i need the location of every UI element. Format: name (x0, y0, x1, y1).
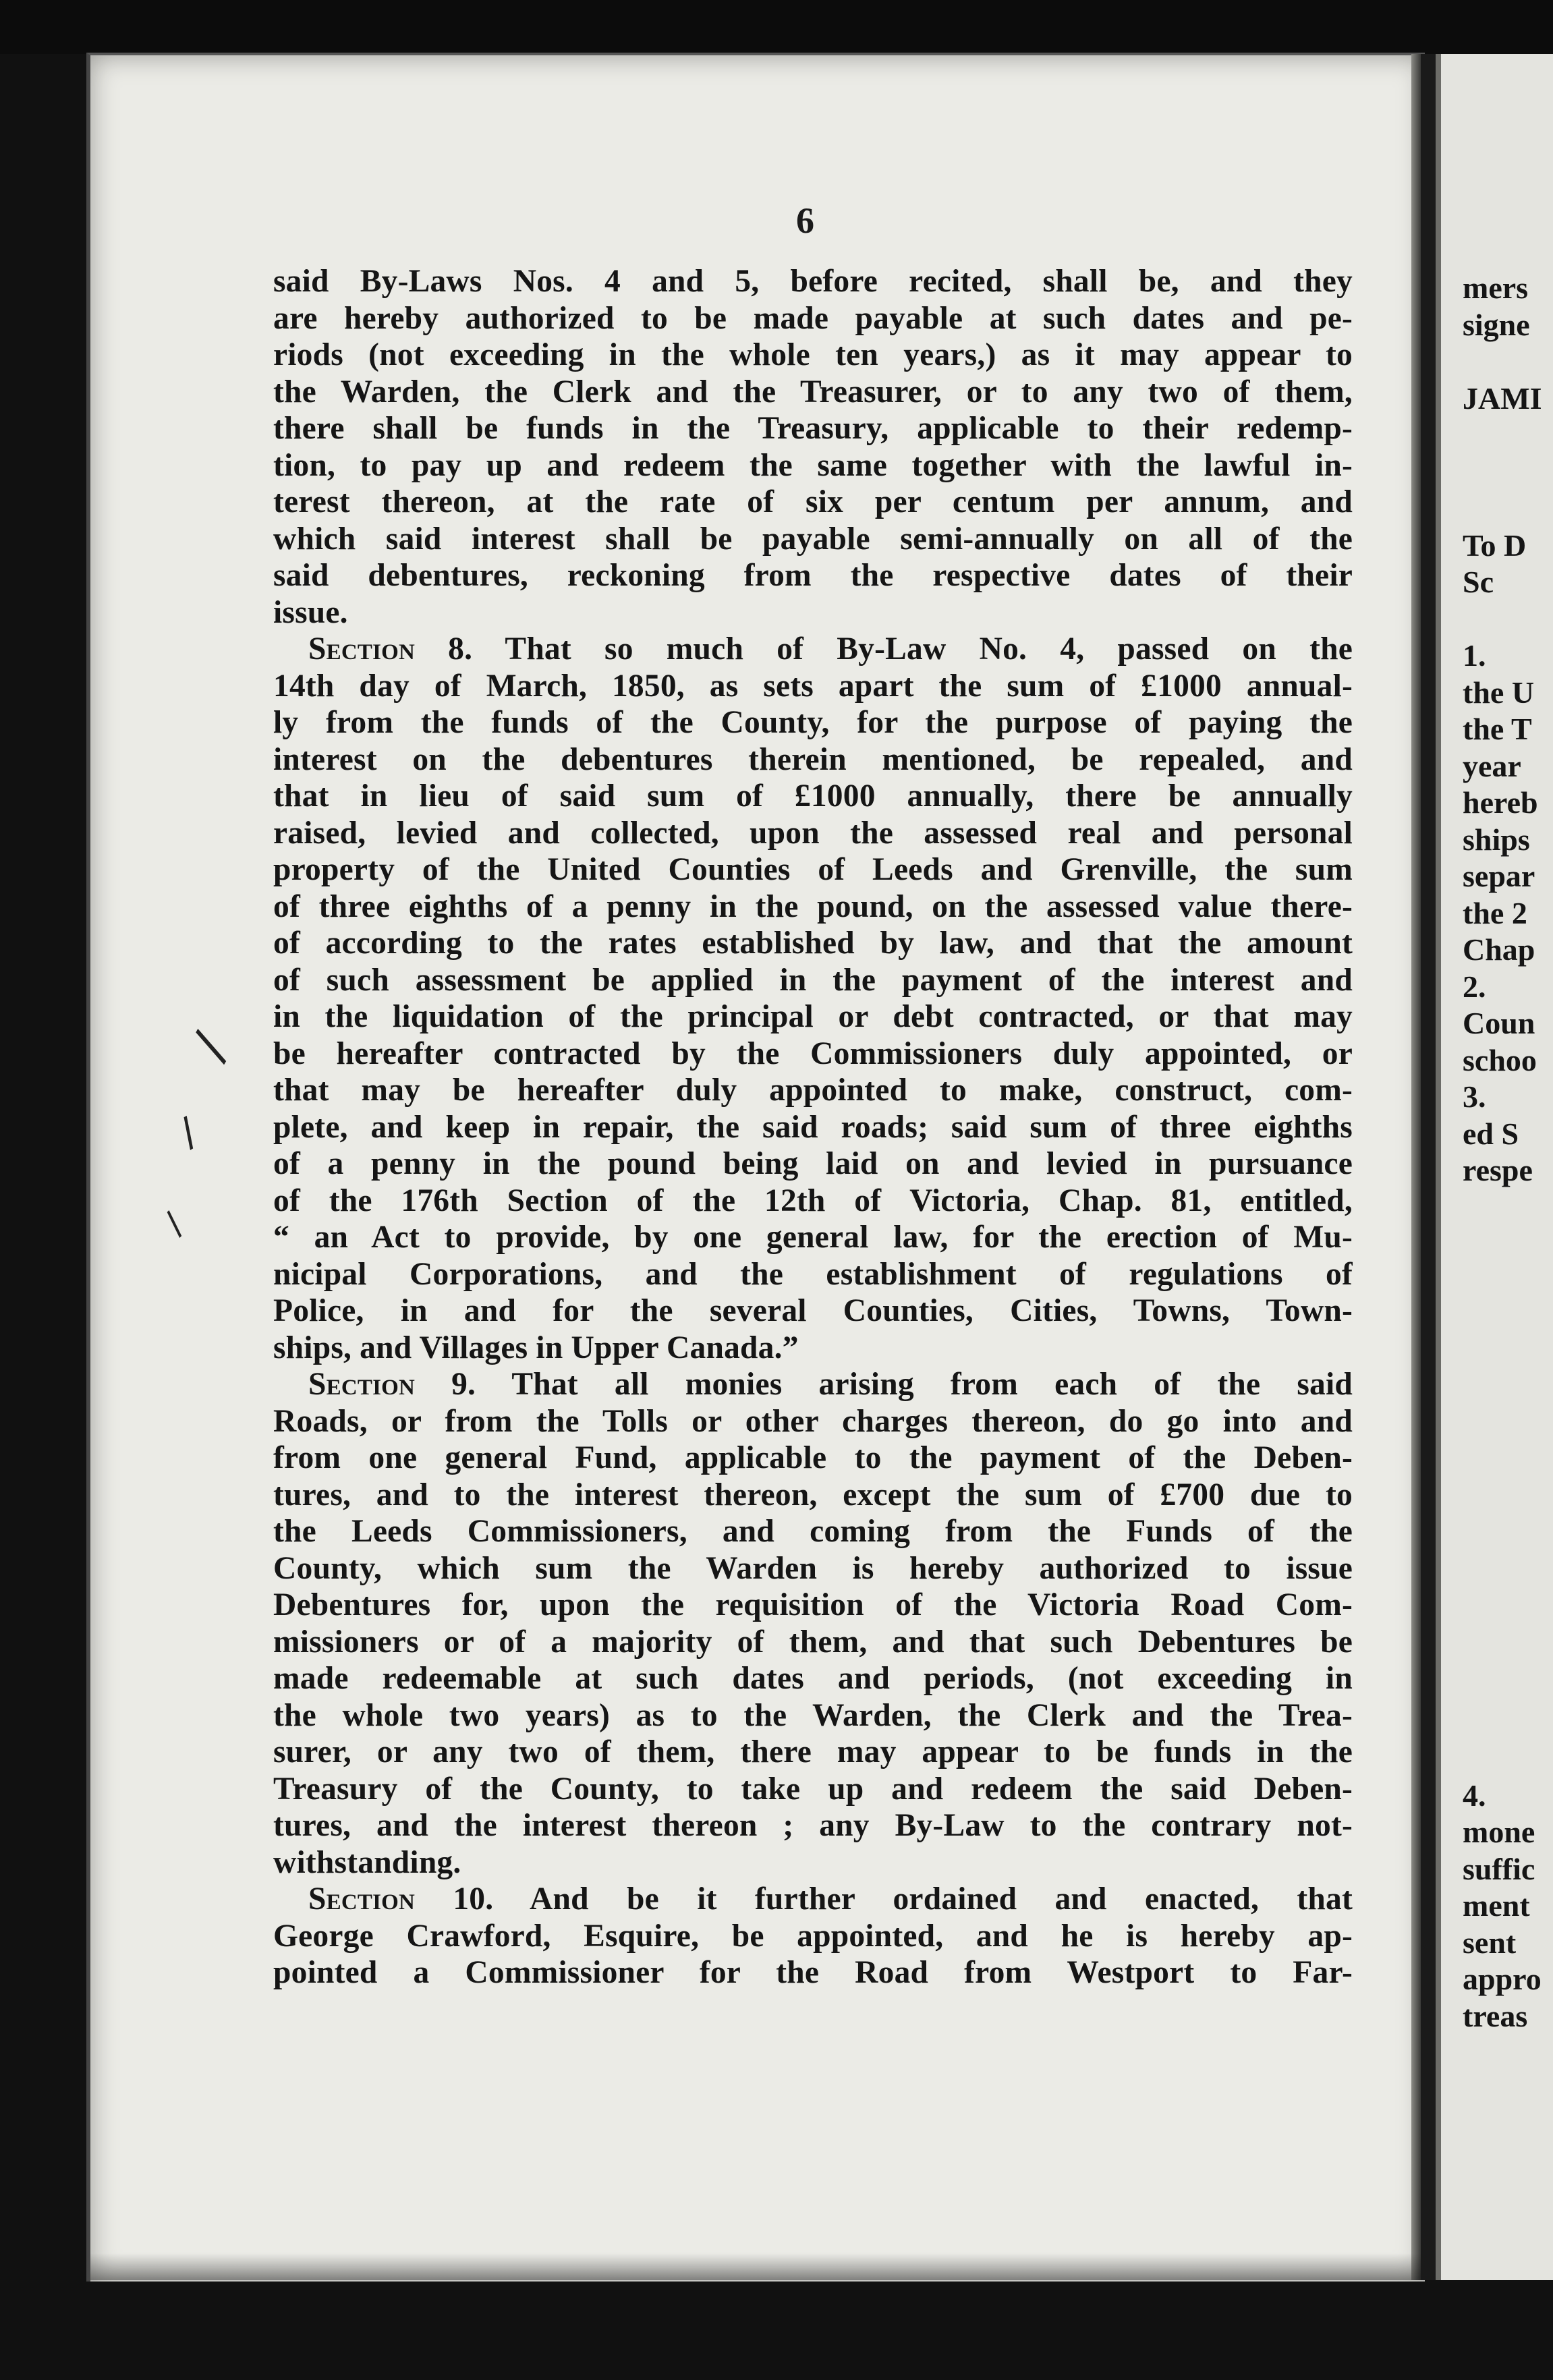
text-line: 14th day of March, 1850, as sets apart the sum of £1000 annual- (273, 668, 1353, 704)
facing-page-line: Chap (1463, 932, 1535, 967)
facing-page-line (1463, 1336, 1553, 1373)
scan-border-top (0, 0, 1553, 54)
page-fold-shadow (1411, 54, 1421, 2280)
text-line: Police, in and for the several Counties, Cities, Towns, Town- (273, 1293, 1353, 1328)
facing-page-line (1463, 1189, 1553, 1226)
facing-page-line: mers (1463, 271, 1529, 305)
text-line: tion, to pay up and redeem the same together with the lawful in- (273, 447, 1353, 483)
facing-page-line (1463, 601, 1553, 638)
text-line: from one general Fund, applicable to the payment of the Deben- (273, 1440, 1353, 1475)
facing-page-line (1463, 417, 1553, 454)
text-line: ships, and Villages in Upper Canada.” (273, 1330, 799, 1365)
margin-pencil-mark: / (169, 1107, 208, 1159)
text-line: that may be hereafter duly appointed to make, construct, com- (273, 1073, 1353, 1108)
facing-page-line: the 2 (1463, 895, 1527, 930)
facing-page-line: 2. (1463, 969, 1486, 1004)
facing-page-line: Coun (1463, 1006, 1535, 1040)
text-line: made redeemable at such dates and periods, (not exceeding in (273, 1661, 1353, 1696)
page-body-text (273, 263, 1353, 1991)
facing-page-line: 4. (1463, 1778, 1486, 1813)
text-line: are hereby authorized to be made payable at such dates and pe- (273, 300, 1353, 336)
text-line: Roads, or from the Tolls or other charges thereon, do go into and (273, 1403, 1353, 1439)
facing-page-line (1463, 1520, 1553, 1557)
facing-page-line: mone (1463, 1815, 1535, 1849)
facing-page-text (1463, 270, 1553, 2035)
facing-page-line (1463, 1410, 1553, 1447)
book-gutter (1421, 54, 1436, 2280)
text-line: of such assessment be applied in the payment of the interest and (273, 962, 1353, 998)
text-line: interest on the debentures therein mentioned, be repealed, and (273, 741, 1353, 777)
facing-page-line: treas (1463, 1998, 1528, 2033)
text-line: in the liquidation of the principal or debt contracted, or that may (273, 999, 1353, 1034)
text-line: plete, and keep in repair, the said roads; said sum of three eighths (273, 1109, 1353, 1145)
section-label: Section (308, 1881, 416, 1917)
text-line: tures, and to the interest thereon, except the sum of £700 due to (273, 1477, 1353, 1512)
facing-page-line: Sc (1463, 565, 1494, 599)
text-line: riods (not exceeding in the whole ten years,) as it may appear to (273, 337, 1353, 372)
text-line: the Leeds Commissioners, and coming from the Funds of the (273, 1514, 1353, 1549)
facing-page-line (1463, 1557, 1553, 1594)
facing-page-line: the U (1463, 675, 1535, 710)
facing-page-line (1463, 1704, 1553, 1741)
text-line: of the 176th Section of the 12th of Victoria, Chap. 81, entitled, (273, 1183, 1353, 1218)
facing-page-line (1463, 1593, 1553, 1631)
facing-page-line: sent (1463, 1925, 1517, 1960)
text-line: there shall be funds in the Treasury, applicable to their redemp- (273, 411, 1353, 446)
text-line: which said interest shall be payable semi-annually on all of the (273, 521, 1353, 557)
section-label: Section (308, 1367, 416, 1402)
facing-page-line: schoo (1463, 1042, 1537, 1077)
facing-page-line (1463, 1263, 1553, 1300)
facing-page-line (1463, 1631, 1553, 1668)
margin-pencil-mark: / (154, 1203, 194, 1244)
facing-page-line (1463, 490, 1553, 528)
text-line: withstanding. (273, 1844, 461, 1880)
facing-page-line: hereb (1463, 785, 1538, 820)
text-line: George Crawford, Esquire, be appointed, and he is hereby ap- (273, 1918, 1353, 1954)
facing-page-line (1463, 1483, 1553, 1521)
text-line: ly from the funds of the County, for the purpose of paying the (273, 705, 1353, 740)
text-line: of three eighths of a penny in the pound, on the assessed value there- (273, 888, 1353, 924)
text-line: of according to the rates established by law, and that the amount (273, 926, 1353, 961)
page-bottom-shadow (90, 2253, 1421, 2280)
text-line: issue. (273, 594, 348, 630)
facing-page-line (1463, 1667, 1553, 1704)
text-line: Section 8. That so much of By-Law No. 4, passed on the (308, 631, 1353, 667)
margin-pencil-mark: / (177, 1022, 244, 1071)
text-line: that in lieu of said sum of £1000 annually, there be annually (273, 778, 1353, 814)
facing-page-line (1463, 1446, 1553, 1483)
text-line: nicipal Corporations, and the establishment of regulations of (273, 1256, 1353, 1292)
facing-page-line: respe (1463, 1153, 1533, 1187)
text-line: property of the United Counties of Leeds and Grenville, the sum (273, 852, 1353, 887)
section-label: Section (308, 631, 416, 667)
facing-page-line (1463, 1299, 1553, 1336)
text-line: the whole two years) as to the Warden, the Clerk and the Trea- (273, 1697, 1353, 1733)
facing-page-line: suffic (1463, 1851, 1535, 1886)
facing-page-line: JAMI (1463, 380, 1542, 416)
text-line: “ an Act to provide, by one general law, for the erection of Mu- (273, 1220, 1353, 1255)
text-line: pointed a Commissioner for the Road from Westport to Far- (273, 1955, 1353, 1990)
text-line: terest thereon, at the rate of six per centum per annum, and (273, 484, 1353, 519)
facing-page-line: appro (1463, 1962, 1542, 1996)
text-line: Section 10. And be it further ordained and enacted, that (308, 1881, 1353, 1917)
facing-page-line: 1. (1463, 638, 1486, 673)
page-number: 6 (796, 200, 814, 241)
text-line: tures, and the interest thereon ; any By-Law to the contrary not- (273, 1808, 1353, 1843)
facing-page-line: separ (1463, 859, 1535, 893)
text-line: Treasury of the County, to take up and redeem the said Deben- (273, 1771, 1353, 1807)
text-line: said By-Laws Nos. 4 and 5, before recited, shall be, and they (273, 264, 1353, 299)
facing-page-line: 3. (1463, 1079, 1486, 1114)
text-line: Section 9. That all monies arising from each of the said (308, 1367, 1353, 1402)
text-line: the Warden, the Clerk and the Treasurer, or to any two of them, (273, 374, 1353, 409)
facing-page-line: year (1463, 748, 1521, 783)
facing-page-line: ships (1463, 822, 1530, 857)
text-line: of a penny in the pound being laid on and levied in pursuance (273, 1146, 1353, 1181)
text-line: be hereafter contracted by the Commissioners duly appointed, or (273, 1036, 1353, 1071)
text-line: Debentures for, upon the requisition of the Victoria Road Com- (273, 1587, 1353, 1622)
facing-page-line (1463, 454, 1553, 491)
text-line: raised, levied and collected, upon the assessed real and personal (273, 815, 1353, 851)
facing-page-line (1463, 1740, 1553, 1778)
facing-page-line (1463, 1226, 1553, 1263)
facing-page-line: signe (1463, 307, 1530, 342)
facing-page-line: ment (1463, 1888, 1530, 1923)
text-line: surer, or any two of them, there may appear to be funds in the (273, 1734, 1353, 1769)
text-line: said debentures, reckoning from the respective dates of their (273, 558, 1353, 593)
facing-page-line: ed S (1463, 1116, 1519, 1151)
text-line: County, which sum the Warden is hereby authorized to issue (273, 1550, 1353, 1586)
text-line: missioners or of a majority of them, and that such Debentures be (273, 1624, 1353, 1660)
facing-page-line (1463, 343, 1553, 380)
facing-page-line (1463, 1373, 1553, 1410)
facing-page-line: the T (1463, 712, 1532, 746)
facing-page-line: To D (1463, 528, 1527, 563)
